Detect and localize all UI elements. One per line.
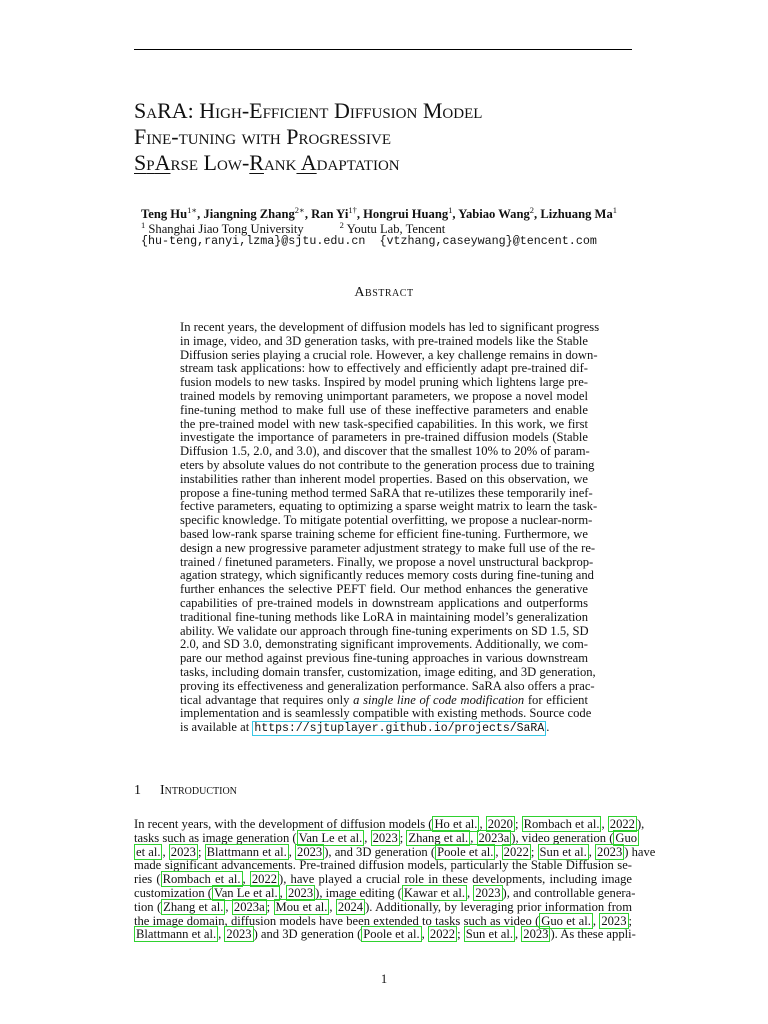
citation-link[interactable]: Zhang et al.	[408, 830, 469, 845]
title-frag: ine	[146, 124, 172, 149]
title-frag: RA: H	[157, 98, 216, 123]
text-frag: ) have	[624, 844, 656, 859]
citation-link[interactable]: 2023	[601, 913, 627, 928]
text-frag: tion (	[134, 899, 162, 914]
abstract-line: specific knowledge. To mitigate potential overfitting, we propose a nuclear-norm-	[180, 513, 593, 528]
title-frag: -	[241, 150, 250, 175]
intro-line	[134, 927, 636, 942]
abstract-line: stream task applications: how to effectively and efficiently adapt pre-trained dif-	[180, 361, 588, 376]
citation-link[interactable]: 2023	[287, 885, 314, 900]
abstract-line: fine-tuning method to make full use of these ineffective parameters and enable	[180, 402, 588, 417]
affil-sup: 1	[141, 220, 146, 230]
heading-frag: A	[354, 285, 366, 300]
text-frag: In recent years, with the development of diffusion models (	[134, 817, 433, 831]
heading-frag: bstract	[365, 285, 414, 300]
text-frag: customization (	[134, 885, 212, 900]
author-sep: ,	[356, 207, 364, 222]
text-frag: ,	[467, 885, 474, 900]
citation-link[interactable]: Poole et al.	[437, 844, 494, 859]
text-frag: ) and 3D generation (	[253, 927, 362, 942]
abstract-line: tasks, including domain transfer, customization, image editing, and 3D generation,	[180, 664, 596, 679]
text-frag: ), and controllable genera-	[502, 885, 636, 900]
author-name: Teng Hu	[141, 207, 188, 222]
title-frag: iffusion	[349, 98, 418, 123]
title-frag: S	[134, 98, 147, 123]
citation-link[interactable]: 2022	[429, 927, 456, 942]
text-frag: ;	[197, 844, 205, 859]
text-frag: is available at	[180, 720, 253, 735]
text-frag: ,	[242, 872, 250, 887]
text-frag: ;	[457, 927, 464, 942]
page-number: 1	[380, 972, 388, 986]
title-frag: A	[296, 150, 317, 175]
citation-link[interactable]: 2022	[503, 844, 529, 859]
author-name: Yabiao Wang	[458, 207, 530, 222]
introduction-body	[134, 817, 656, 942]
abstract-line: propose a fine-tuning method termed SaRA that re-utilizes these temporarily inef-	[180, 485, 593, 500]
abstract-line	[180, 694, 588, 708]
text-frag: ,	[364, 830, 371, 845]
title-frag: M	[417, 98, 443, 123]
title-frag: A	[154, 150, 171, 175]
abstract-line: ability. We validate our approach through fine-tuning experiments on SD 1.5, SD	[180, 623, 589, 638]
text-frag: for efficient	[524, 692, 588, 707]
citation-link[interactable]: Ho et al.	[434, 817, 478, 831]
intro-line	[134, 873, 632, 887]
title-frag: p	[146, 150, 155, 175]
text-frag: ), image editing (	[315, 885, 402, 900]
paper-title	[134, 98, 654, 176]
title-frag: F	[134, 124, 147, 149]
abstract-line: trained / finetuned parameters. Finally, we propose a novel unstructural backprop-	[180, 554, 594, 569]
abstract-line: in image, video, and 3D generation tasks, with pre-trained models like the Stable	[180, 333, 588, 348]
text-frag: .	[546, 720, 550, 735]
text-frag: ,	[279, 885, 286, 900]
citation-link[interactable]: Zhang et al.	[163, 899, 224, 914]
abstract-body	[180, 320, 600, 736]
title-frag: a	[146, 98, 158, 123]
citation-link[interactable]: 2022	[609, 817, 635, 831]
citation-link[interactable]: 2023	[523, 927, 549, 942]
title-frag: ow	[216, 150, 242, 175]
text-frag: ,	[329, 899, 336, 914]
text-frag: ,	[288, 844, 296, 859]
abstract-line: based low-rank sparse training scheme for efficient fine-tuning. Furthermore, we	[180, 526, 588, 541]
abstract-line: instabilities rather than inherent model properties. Based on this observation, we	[180, 471, 588, 486]
citation-link[interactable]: Guo et al.	[541, 913, 591, 928]
abstract-heading	[0, 285, 768, 301]
text-frag: tasks such as image generation (	[134, 830, 297, 845]
citation-link[interactable]: Van Le et al.	[214, 885, 278, 900]
text-frag: ,	[218, 927, 225, 942]
text-frag: ;	[399, 830, 407, 845]
citation-link[interactable]: 2023	[372, 830, 398, 845]
title-frag: rse	[170, 150, 198, 175]
section-heading-introduction	[134, 783, 237, 799]
text-frag: tical advantage that requires only	[180, 692, 354, 707]
text-frag: ;	[628, 913, 633, 928]
citation-link[interactable]: Mou et al.	[275, 899, 328, 914]
title-frag: fficient	[262, 98, 329, 123]
author-name: Lizhuang Ma	[540, 207, 613, 222]
title-line-2	[134, 124, 654, 150]
abstract-line: Diffusion series playing a crucial role. However, a key challenge remains in down-	[180, 347, 598, 362]
citation-link[interactable]: Rombach et al.	[162, 872, 241, 887]
author-sup: 1∗	[187, 205, 198, 215]
text-frag: ), have played a crucial role in these developments, including image	[279, 872, 633, 887]
citation-link[interactable]: Kawar et al.	[403, 885, 466, 900]
title-frag: with	[241, 124, 281, 149]
title-line-3	[134, 150, 654, 176]
citation-link[interactable]: et al.	[136, 844, 161, 859]
title-frag: -	[171, 124, 179, 149]
abstract-line: design a new progressive parameter adjustment strategy to make full use of the re-	[180, 540, 596, 555]
title-frag: tuning	[178, 124, 237, 149]
author-sep: ,	[304, 207, 312, 222]
email-2: {vtzhang,caseywang}@tencent.com	[379, 234, 597, 248]
author-sup: 1†	[348, 205, 357, 215]
citation-link[interactable]: Van Le et al.	[298, 830, 363, 845]
abstract-line: the pre-trained model with new task-specified capabilities. In this work, we first	[180, 416, 588, 431]
citation-link[interactable]: 2023	[170, 844, 196, 859]
author-sep: ,	[452, 207, 459, 222]
citation-link[interactable]: Sun et al.	[539, 844, 587, 859]
citation-link[interactable]: 2020	[487, 817, 513, 831]
text-frag: ;	[266, 899, 274, 914]
title-line-1	[134, 98, 654, 124]
affil-sup: 2	[339, 220, 344, 230]
text-frag: ;	[514, 817, 522, 831]
citation-link[interactable]: Blattmann et al.	[136, 927, 217, 942]
abstract-line: trained models by removing unimportant parameters, we propose a novel model	[180, 388, 588, 403]
text-frag: ),	[636, 817, 645, 831]
text-frag: ), and 3D generation (	[324, 844, 436, 859]
text-frag: ;	[530, 844, 538, 859]
citation-link[interactable]: 2023	[226, 927, 252, 942]
section-number: 1	[134, 783, 141, 798]
text-frag: ), video generation (	[511, 830, 614, 845]
abstract-line: implementation and is seamlessly compatible with existing methods. Source code	[180, 706, 592, 721]
abstract-line: agation strategy, which significantly reduces memory costs during fine-tuning and	[180, 568, 594, 583]
text-frag: ries (	[134, 872, 161, 887]
affiliation-1: Shanghai Jiao Tong University	[145, 222, 304, 237]
author-sup: 1	[448, 205, 453, 215]
abstract-line: In recent years, the development of diffusion models has led to significant progress	[180, 320, 600, 334]
citation-link[interactable]: 2023a	[233, 899, 265, 914]
citation-link[interactable]: 2023	[597, 844, 623, 859]
title-frag: odel	[442, 98, 483, 123]
author-emails	[141, 234, 597, 248]
abstract-line: 2.0, and SD 3.0, demonstrating significant improvements. Additionally, we com-	[180, 637, 588, 652]
citation-link[interactable]: 2023	[297, 844, 323, 859]
citation-link[interactable]: Rombach et al.	[523, 817, 600, 831]
title-frag: P	[280, 124, 299, 149]
title-frag: ank	[263, 150, 297, 175]
top-rule	[134, 49, 632, 50]
text-frag: ,	[588, 844, 596, 859]
citation-link[interactable]: Guo	[615, 830, 638, 845]
text-frag: ,	[470, 830, 477, 845]
author-name: Hongrui Huang	[363, 207, 449, 222]
affiliation-2: Youtu Lab, Tencent	[343, 222, 446, 237]
author-name: Ran Yi	[311, 207, 349, 222]
title-frag: daptation	[316, 150, 400, 175]
abstract-line: traditional fine-tuning methods like LoRA in maintaining model’s generalization	[180, 609, 588, 624]
citation-link[interactable]: 2023a	[478, 830, 510, 845]
citation-link[interactable]: 2023	[475, 885, 501, 900]
text-frag: ,	[225, 899, 232, 914]
text-frag: ,	[601, 817, 608, 831]
text-frag: ,	[479, 817, 486, 831]
abstract-line: further enhances the selective PEFT field. Our method enhances the generative	[180, 582, 588, 597]
abstract-line: fective parameters, equating to optimizing a sparse weight matrix to learn the task-	[180, 499, 598, 514]
text-frag: the image domain, diffusion models have been extended to tasks such as video (	[134, 913, 540, 928]
title-frag: igh	[215, 98, 242, 123]
author-sep: ,	[534, 207, 541, 222]
heading-frag: ntroduction	[164, 783, 237, 798]
abstract-line: pare our method against previous fine-tuning approaches in various downstream	[180, 651, 588, 666]
author-sep: ,	[197, 207, 204, 222]
title-frag: -E	[241, 98, 263, 123]
source-code-link[interactable]: https://sjtuplayer.github.io/projects/SaRA	[254, 722, 545, 736]
author-sup: 2∗	[294, 205, 305, 215]
title-frag: R	[249, 150, 264, 175]
intro-line	[134, 844, 656, 860]
citation-link[interactable]: Blattmann et al.	[206, 844, 287, 859]
title-frag: S	[134, 150, 147, 175]
text-frag: ). Additionally, by leveraging prior information from	[365, 899, 633, 914]
emphasis-text: a single line of code modification	[353, 692, 525, 707]
author-name: Jiangning Zhang	[203, 207, 295, 222]
abstract-line: Diffusion 1.5, 2.0, and 3.0), and discover that the smallest 10% to 20% of param-	[180, 444, 590, 459]
intro-line: made significant advancements. Pre-trained diffusion models, particularly the Stable Diffusion se-	[134, 858, 632, 873]
title-frag: L	[198, 150, 217, 175]
text-frag: ,	[514, 927, 522, 942]
text-frag: ,	[592, 913, 600, 928]
author-sup: 1	[612, 205, 617, 215]
text-frag: ,	[162, 844, 169, 859]
author-sup: 2	[529, 205, 535, 215]
title-frag: rogressive	[298, 124, 391, 149]
text-frag: ,	[421, 927, 428, 942]
heading-frag: I	[160, 783, 165, 798]
abstract-line: proving its effectiveness and generalization performance. SaRA also offers a prac-	[180, 678, 595, 693]
abstract-line: fusion models to new tasks. Inspired by model pruning which lightens large pre-	[180, 375, 588, 390]
text-frag: ,	[495, 844, 502, 859]
citation-link[interactable]: 2022	[251, 872, 278, 887]
abstract-line: eters by absolute values do not contribute to the generation process due to training	[180, 457, 595, 472]
citation-link[interactable]: Poole et al.	[363, 927, 420, 942]
citation-link[interactable]: 2024	[337, 899, 364, 914]
abstract-line	[180, 721, 588, 736]
text-frag: ). As these appli-	[550, 927, 636, 942]
abstract-line: investigate the importance of parameters in pre-trained diffusion models (Stable	[180, 430, 588, 445]
title-frag: D	[328, 98, 350, 123]
email-1: {hu-teng,ranyi,lzma}@sjtu.edu.cn	[141, 234, 366, 248]
citation-link[interactable]: Sun et al.	[465, 927, 513, 942]
abstract-line: capabilities of pre-trained models in downstream applications and outperforms	[180, 595, 588, 610]
